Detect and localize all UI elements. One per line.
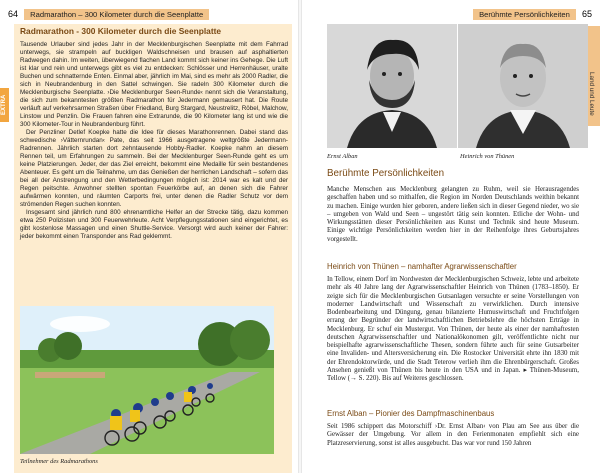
thuenen-paragraph: In Tellow, einem Dorf im Nordwesten der Mecklenburgischen Schweiz, lebte und arbeitete mehr als 40 Jahre lang der Agrarwissenschaftler Heinrich von Thünen (1783–1850). Er zeigte sich für die Mecklenburgischen Gutsanlagen versuchte er seine Vorstellungen von moderner Landwirtschaft und Wissenschaft zu verwirklichen. Durch intensive Bodenbearbeitung und Düngung, genau bilanzierte Humuswirtschaft und Fruchtfolgen errang der Begründer der landwirtschaftlichen Betriebslehre die höchsten Erträge in Mecklenburg. Er schuf ein Mustergut. Von Thünen, der heute als einer der namhaftesten deutschen Agrarwissenschaftler und Nationalökonomen gilt, veröffentlichte nicht nur beispielhafte agrarwissenschaftliche Thesen, sondern führte auch für seine Gutsarbeiter eine Invaliden- und Altersversicherung ein. Die Rostocker Universität ehrte ihn 1830 mit der Ehrendoktorwürde, und die Stadt Teterow verlieh ihm die Ehrenbürgerschaft. Großes Ansehen genießt von Thünen bis heute in den USA und in Japan. ▸ Thünen-Museum, Tellow (→ S. 220). Bis auf Weiteres geschlossen. [327,276,579,382]
portrait-ernst-alban [327,24,457,148]
portrait-engraving [458,24,588,148]
cyclists-photo-graphic [20,306,274,454]
left-page-number: 64 [8,9,19,19]
box-paragraph: Insgesamt sind jährlich rund 800 ehrenamtliche Helfer an der Strecke tätig, dazu kommen etwa 250 Polizisten und 300 Feuerwehrleute. Acht Verpflegungsstationen sind eingerichtet, es gibt kostenlose Massagen und einen Shuttle-Service. Versorgt wird auch keiner der Fahrer: jeder bekommt einen Transponder ans Rad geklemmt. [20,209,288,240]
portrait-caption-alban: Ernst Alban [327,153,358,160]
portrait-caption-thuenen: Heinrich von Thünen [460,153,515,160]
side-tab [586,26,600,126]
subheading-alban: Ernst Alban – Pionier des Dampfmaschinenbaus [327,409,495,418]
alban-text [327,423,579,448]
book-gutter [298,0,302,473]
thuenen-text [327,276,579,383]
photo-caption: Teilnehmer des Radmarathons [20,458,98,465]
box-paragraph: Der Penzliner Detlef Koepke hatte die Idee für dieses Marathonrennen. Dabei stand das schwedische ›Vätternrundan‹ Pate, das seit 1966 ausgetragene weltgrößte Jedermann-Radrennen. Jährlich starten dort zehntausende Hobby-Radler. Koepke nahm an diesem Rennen teil, um Erfahrungen zu sammeln. Bei der Mecklenburger Seen-Runde geht es um keine Platzierungen. Jeder, der das Ziel erreicht, bekommt eine Medaille für sein bestandenes Abenteuer. Es geht um die Teilnahme, um das Genießen der herrlichen Landschaft – sofern das bei all der Anstrengung und den Wetterbedingungen möglich ist: 2014 war es kalt und der Regen peitschte. Anwohner stellten spontan Feuerkörbe auf, an denen sich die Fahrer aufwärmen konnten, und räumten Carports frei, unter denen die Radler Schutz vor dem strömenden Regen suchen konnten. [20,129,288,208]
side-tab-label: Land und Leute [588,72,595,116]
intro-text [327,186,579,244]
intro-paragraph: Manche Menschen aus Mecklenburg gelangten zu Ruhm, weil sie Herausragendes geschaffen haben und so mithalfen, die Region im Norden Deutschlands weithin bekannt zu machen. Einige wurden hier geboren, andere ließen sich in dieser Gegend nieder, wo sie – umgeben von Wald und Seen – ungestört tätig sein konnten. Etliche der Wohn- und Wirkungsstätten dieser Persönlichkeiten aus Kunst und Technik sind heute Museum. Einige wichtige Persönlichkeiten werden hier in der Reihenfolge ihres Geburtsjahres vorgestellt. [327,186,579,243]
left-running-head [8,8,292,21]
right-page-number: 65 [581,9,592,19]
subheading-thuenen: Heinrich von Thünen – namhafter Agrarwissenschaftler [327,262,517,271]
portrait-heinrich-von-thuenen [458,24,588,148]
box-paragraph: Tausende Urlauber sind jedes Jahr in der Mecklenburgischen Seenplatte mit dem Fahrrad unterwegs, sie strampeln auf buckligen Waldschneisen und brausen auf asphaltierten Radwegen dahin. Im weiten, überwiegend flachen Land kommt sich keiner ins Gehege. Die Luft ist klar und rein und unterwegs gibt es viel zu entdecken: Schlösser und Herrenhäuser, uralte Buchen und schnatternde Enten. Einmal aber, jährlich im Mai, sind es mehr als 2000 Radler, die sich in Neubrandenburg in den Sattel schwingen. Sie radeln 300 Kilometer durch die Mecklenburgische Seenplatte. ›Die Mecklenburger Seen-Runde‹ nennt sich die Veranstaltung, die sich zum bekanntesten größten Radmarathon für Jedermann gemausert hat. Die Route verläuft auf verkehrsarmen Straßen über Friedland, Burg Stargard, Neustrelitz, Röbel, Malchow, Linstow und Penzlin. Die Frauen fahren eine Extrarunde, die 90 Kilometer lang ist und wie die 300 Kilometer-Tour in Neubrandenburg führt. [20,41,288,128]
extra-tab: EXTRA [0,88,9,122]
cyclists-photo [20,306,274,454]
alban-paragraph: Seit 1986 schippert das Motorschiff ›Dr. Ernst Alban‹ von Plau am See aus über die Gewässer der Umgebung. Vor allem in den Ferienmonaten empfiehlt sich eine Platzreservierung, sonst ist alles ausgebucht. Das war vor rund 150 Jahren [327,423,579,447]
portrait-engraving [327,24,457,148]
section-title: Berühmte Persönlichkeiten [327,168,445,179]
box-title: Radmarathon - 300 Kilometer durch die Seenplatte [20,26,222,36]
left-running-title: Radmarathon – 300 Kilometer durch die Seenplatte [24,9,209,20]
box-text [20,41,288,241]
right-running-head [310,8,592,21]
right-running-title: Berühmte Persönlichkeiten [473,9,576,20]
